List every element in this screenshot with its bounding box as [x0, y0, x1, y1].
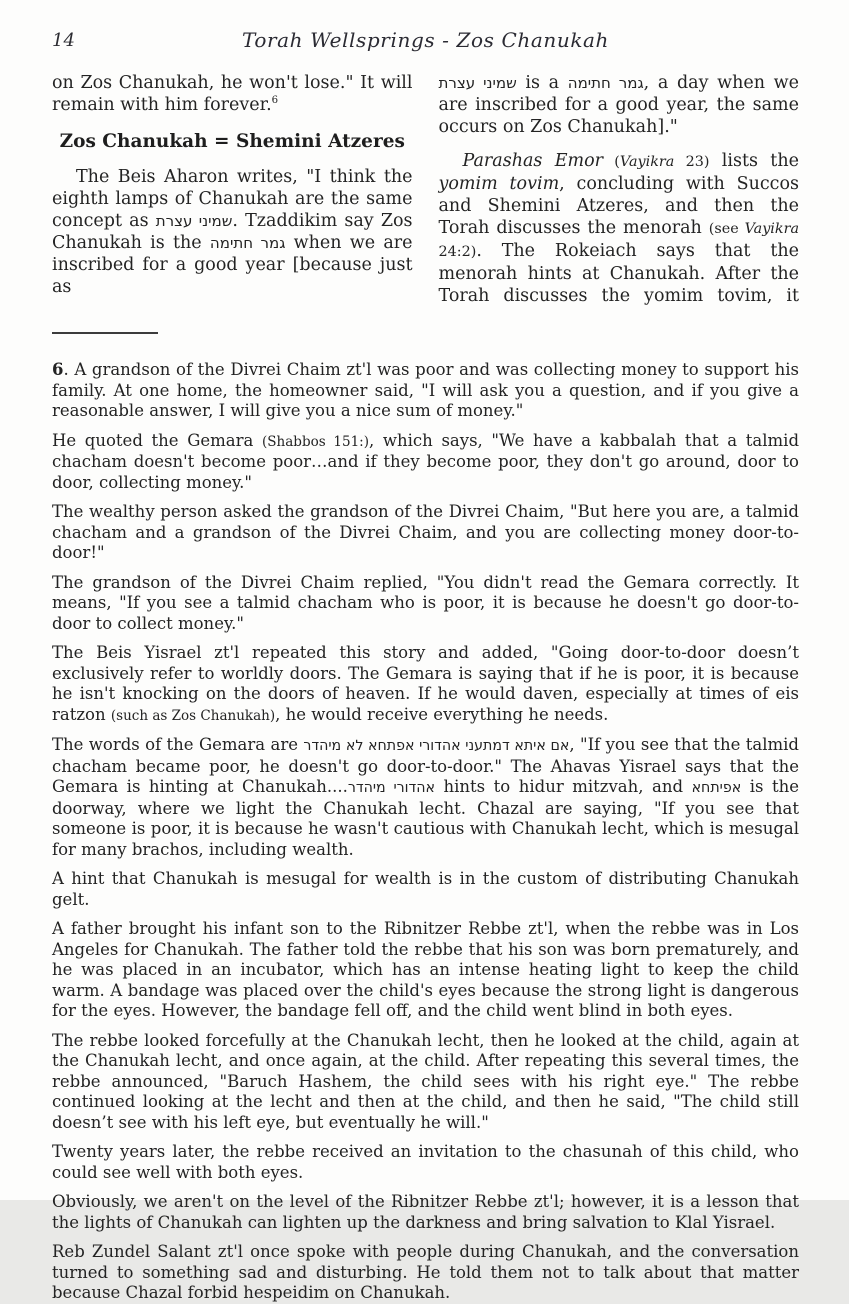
text-segment: שמיני עצרת	[438, 74, 517, 92]
left-column	[52, 72, 413, 307]
text-segment: when we are inscribed for a good year [because just as	[52, 233, 413, 297]
page-number: 14	[52, 30, 75, 51]
text-segment: אם איתא דמתעני אהדורי אפתחא לא מיהדר	[303, 738, 570, 754]
footnote-paragraph	[52, 735, 799, 860]
text-segment: A hint that Chanukah is mesugal for wealth is in the custom of distributing Chanukah gelt.	[52, 869, 799, 909]
text-segment: lists the	[709, 151, 799, 171]
text-segment: is a	[516, 73, 568, 93]
main-text-columns	[52, 72, 799, 307]
text-segment: The rebbe looked forcefully at the Chanukah lecht, then he looked at the child, again at the Chanukah lecht, and once again, at the child. After repeating this several times, the rebbe announced, "Baruch Hashem, the child sees with his right eye." The rebbe continued looking at the lecht and then at the child, and then he said, "The child still doesn’t see with his left eye, but eventually he will."	[52, 1030, 799, 1132]
text-segment: 24:2)	[438, 244, 477, 260]
text-segment: on Zos Chanukah, he won't lose." It will remain with him forever.	[52, 73, 413, 115]
footnote-paragraph	[52, 1192, 799, 1233]
text-segment: The wealthy person asked the grandson of the Divrei Chaim, "But here you are, a talmid chacham and a grandson of the Divrei Chaim, and you are collecting money door-to-door!"	[52, 502, 799, 562]
text-segment: He quoted the Gemara	[52, 430, 263, 450]
text-segment: (such as Zos Chanukah)	[110, 707, 276, 724]
right-column	[439, 72, 800, 307]
body-paragraph	[439, 150, 800, 307]
text-segment: . Tzaddikim say Zos Chanukah is the	[52, 211, 413, 253]
footnote-paragraph	[52, 643, 799, 726]
text-segment: The Beis Yisrael zt'l repeated this story and added, "Going door-to-door doesn’t exclusively refer to worldly doors. The Gemara is saying that if he is poor, it is because he isn't knocking on the doors of heaven. If he would daven, especially at times of eis ratzon	[52, 643, 799, 724]
text-segment: yomim tovim	[438, 174, 560, 194]
text-segment: The Beis Aharon writes, "I think the eighth lamps of Chanukah are the same concept as	[52, 167, 413, 231]
text-segment: is the doorway, where we light the Chanukah lecht. Chazal are saying, "If you see that someone is poor, it is because he wasn't cautious with Chanukah lecht, which is mesugal for many brachos, including wealth.	[52, 777, 799, 859]
body-paragraph	[439, 72, 800, 138]
text-segment: (see	[708, 221, 745, 237]
body-paragraph	[52, 166, 413, 298]
footnote-paragraph	[52, 919, 799, 1022]
footnote-separator-rule	[52, 332, 158, 334]
text-segment: Twenty years later, the rebbe received an invitation to the chasunah of this child, who could see well with both eyes.	[52, 1142, 799, 1182]
footnotes-section	[52, 360, 799, 1304]
footnote-paragraph	[52, 1031, 799, 1134]
text-segment: Reb Zundel Salant zt'l once spoke with people during Chanukah, and the conversation turned to something sad and disturbing. He told them not to talk about that matter because Chazal forbid hespeidim on Chanukah.	[52, 1242, 799, 1302]
footnote-paragraph	[52, 573, 799, 635]
text-segment: . The Rokeiach says that the menorah hints at Chanukah. After the Torah discusses the yomim tovim, it	[438, 241, 799, 306]
text-segment: אהדורי מיהדר	[347, 780, 435, 796]
text-segment: 6	[52, 360, 64, 379]
body-paragraph	[52, 72, 413, 116]
text-segment: 23)	[674, 154, 710, 170]
footnote-paragraph	[52, 360, 799, 422]
text-segment: (Shabbos 151:)	[262, 433, 370, 450]
text-segment: , a day when we are inscribed for a good year, the same occurs on Zos Chanukah]."	[438, 73, 800, 137]
text-segment: גמר חתימה	[209, 234, 286, 252]
page-header	[52, 24, 799, 54]
footnote-paragraph	[52, 869, 799, 910]
text-segment: Vayikra	[744, 221, 799, 237]
section-heading: Zos Chanukah = Shemini Atzeres	[59, 131, 405, 152]
text-segment: hints to hidur mitzvah, and	[435, 777, 692, 796]
text-segment: שמיני עצרת	[155, 212, 233, 230]
text-segment: גמר חתימה	[567, 74, 644, 92]
text-segment: The words of the Gemara are	[52, 735, 304, 754]
text-segment: , "If you see that the talmid chacham became poor, he doesn't go door-to-door." The Ahavas Yisrael says that the Gemara is hinting at Chanukah....	[52, 735, 799, 796]
footnote-paragraph	[52, 431, 799, 494]
text-segment: A father brought his infant son to the Ribnitzer Rebbe zt'l, when the rebbe was in Los Angeles for Chanukah. The father told the rebbe that his son was born prematurely, and he was placed in an incubator, which has an intense heating light to keep the child warm. A bandage was placed over the child's eyes because the strong light is dangerous for the eyes. However, the bandage fell off, and the child went blind in both eyes.	[52, 919, 799, 1020]
text-segment: , concluding with Succos and Shemini Atzeres, and then the Torah discusses the menorah	[438, 174, 799, 238]
text-segment: Vayikra	[619, 154, 675, 170]
text-segment: , which says, "We have a kabbalah that a talmid chacham doesn't become poor…and if they become poor, they don't go around, door to door, collecting money."	[52, 430, 800, 492]
text-segment: The grandson of the Divrei Chaim replied, "You didn't read the Gemara correctly. It means, "If you see a talmid chacham who is poor, it is because he doesn't go door-to-door to collect money."	[52, 572, 799, 633]
footnote-paragraph	[52, 502, 799, 564]
text-segment: (	[602, 154, 620, 170]
text-segment: 6	[271, 95, 279, 107]
footnote-paragraph	[52, 1242, 799, 1304]
text-segment: Parashas Emor	[462, 151, 603, 171]
text-segment: Obviously, we aren't on the level of the Ribnitzer Rebbe zt'l; however, it is a lesson that the lights of Chanukah can lighten up the darkness and bring salvation to Klal Yisrael.	[52, 1192, 799, 1232]
text-segment: , he would receive everything he needs.	[275, 704, 609, 724]
text-segment: אפיתחא	[691, 780, 742, 796]
footnote-paragraph	[52, 1142, 799, 1183]
text-segment: . A grandson of the Divrei Chaim zt'l was poor and was collecting money to support his family. At one home, the homeowner said, "I will ask you a question, and if you give a reasonable answer, I will give you a nice sum of money."	[52, 360, 799, 420]
page-title: Torah Wellsprings - Zos Chanukah	[241, 28, 610, 52]
